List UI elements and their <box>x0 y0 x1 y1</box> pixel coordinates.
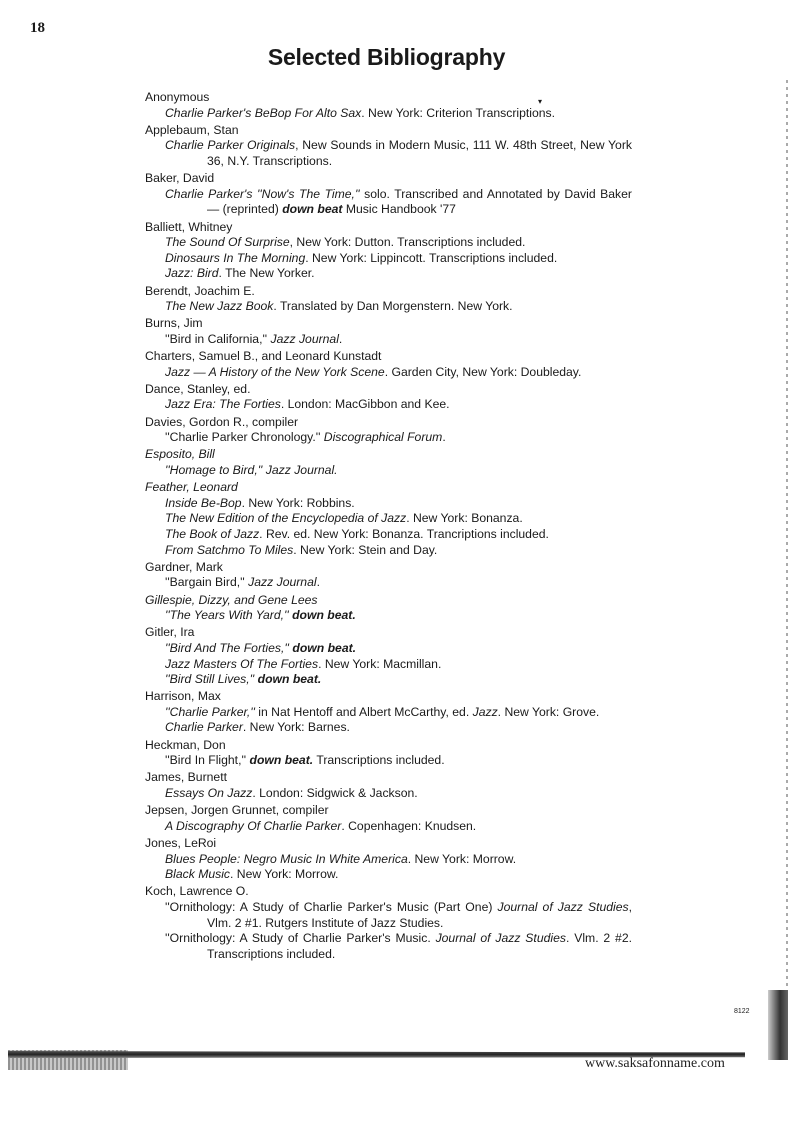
bib-work-segment: . New York: Grove. <box>497 704 600 719</box>
bib-work <box>145 496 632 512</box>
bib-work-segment: , New Sounds in Modern Music, 111 W. 48th Street, New York 36, N.Y. Transcriptions. <box>207 138 632 168</box>
bib-work-segment: The Sound Of Surprise <box>165 235 290 250</box>
bib-work-segment: ''Ornithology: A Study of Charlie Parker's Music. <box>165 931 436 946</box>
bib-entry <box>145 480 632 558</box>
bib-work <box>145 819 632 835</box>
bib-work-segment: ''Ornithology: A Study of Charlie Parker's Music (Part One) <box>165 899 498 914</box>
bib-work-segment: Essays On Jazz <box>165 786 253 801</box>
bib-work <box>145 786 632 802</box>
bib-author: Baker, David <box>145 171 215 186</box>
bib-entry <box>145 171 632 218</box>
bib-entry <box>145 220 632 282</box>
bib-work-segment: ''Bird And The Forties,'' <box>165 640 293 655</box>
bib-work-segment: ''Charlie Parker Chronology.'' <box>165 430 324 445</box>
bib-work-segment: in Nat Hentoff and Albert McCarthy, ed. <box>254 704 473 719</box>
bib-work-segment: . Translated by Dan Morgenstern. New York. <box>273 299 513 314</box>
bib-work-segment: . London: MacGibbon and Kee. <box>280 397 450 412</box>
bib-work-segment: down beat. <box>257 672 322 687</box>
bib-author: Koch, Lawrence O. <box>145 884 249 899</box>
bib-work-segment: . New York: Morrow. <box>230 867 339 882</box>
bib-work-segment: ''Bargain Bird,'' <box>165 575 249 590</box>
bib-entry <box>145 625 632 687</box>
bib-work <box>145 641 632 657</box>
bib-author: Gillespie, Dizzy, and Gene Lees <box>145 592 318 607</box>
bib-work-segment: Jazz Journal <box>248 575 317 590</box>
stray-mark: ▾ <box>538 97 543 106</box>
bib-work-segment: solo. Transcribed and Annotated by David Baker — (reprinted) <box>207 186 632 217</box>
bib-work <box>145 365 632 381</box>
bib-work-segment: Charlie Parker Originals <box>165 138 296 153</box>
bib-work <box>145 575 632 591</box>
bib-work-segment: Discographical Forum <box>323 430 443 445</box>
bib-entry <box>145 803 632 834</box>
bib-work <box>145 720 632 736</box>
bib-work-segment: . New York: Robbins. <box>241 495 355 510</box>
bib-work-segment: down beat. <box>292 640 357 655</box>
scan-edge-line <box>786 80 788 1000</box>
bibliography-list <box>145 90 632 964</box>
bib-author: Heckman, Don <box>145 737 226 752</box>
bib-author: Berendt, Joachim E. <box>145 283 255 298</box>
bib-work <box>145 430 632 446</box>
bib-work-segment: The New Edition of the Encyclopedia of Jazz <box>165 511 407 526</box>
bib-work-segment: . Rev. ed. New York: Bonanza. Trancriptions included. <box>259 526 549 541</box>
bib-entry <box>145 284 632 315</box>
bib-work <box>145 527 632 543</box>
bib-work <box>145 235 632 251</box>
bib-author: Davies, Gordon R., compiler <box>145 414 299 429</box>
bib-work-segment: Charlie Parker's BeBop For Alto Sax <box>165 105 362 120</box>
bib-work-segment: Journal of Jazz Studies <box>435 931 566 946</box>
bib-work-segment: . New York: Bonanza. <box>406 511 523 526</box>
bib-author: Jepsen, Jorgen Grunnet, compiler <box>145 803 329 818</box>
bib-work-segment: . <box>338 331 343 346</box>
bib-work-segment: down beat. <box>249 753 314 768</box>
bib-work-segment: Charlie Parker's ''Now's The Time,'' <box>165 186 360 201</box>
bib-work-segment: . New York: Criterion Transcriptions. <box>361 105 555 120</box>
bib-work-segment: A Discography Of Charlie Parker <box>165 818 342 833</box>
bib-author: Harrison, Max <box>145 689 221 704</box>
bib-work <box>145 332 632 348</box>
bib-work <box>145 900 632 931</box>
bib-work-segment: Jazz — A History of the New York Scene <box>165 364 385 379</box>
bib-work-segment: From Satchmo To Miles <box>165 542 294 557</box>
bib-entry <box>145 447 632 478</box>
bib-work-segment: ''Homage to Bird,'' Jazz Journal. <box>165 463 338 477</box>
bib-work <box>145 672 632 688</box>
bib-work-segment: Jazz: Bird <box>165 266 219 281</box>
bib-work-segment: . New York: Morrow. <box>407 851 517 866</box>
bib-work-segment: Journal of Jazz Studies <box>497 899 629 914</box>
bib-work-segment: The Book of Jazz <box>165 526 260 541</box>
bib-work-segment: . London: Sidgwick & Jackson. <box>252 786 418 801</box>
bib-work-segment: . The New Yorker. <box>218 266 315 281</box>
bib-author: Jones, LeRoi <box>145 836 217 850</box>
bib-work-segment: ''The Years With Yard,'' <box>165 608 293 623</box>
scan-edge-shadow <box>768 990 788 1060</box>
bib-work-segment: . New York: Macmillan. <box>318 656 442 671</box>
bib-author: Esposito, Bill <box>145 447 215 462</box>
bib-work-segment: ''Charlie Parker,'' <box>165 704 255 719</box>
bib-entry <box>145 560 632 591</box>
bib-work-segment: down beat <box>282 202 343 217</box>
website-watermark: www.saksafonname.com <box>585 1056 725 1071</box>
bib-work <box>145 266 632 282</box>
bib-work-segment: Black Music <box>165 867 231 882</box>
bib-work <box>145 543 632 559</box>
bib-work-segment: . New York: Lippincott. Transcriptions included. <box>305 250 558 265</box>
bib-work-segment: . Copenhagen: Knudsen. <box>341 818 477 833</box>
bib-work-segment: Charlie Parker <box>165 720 243 735</box>
bib-work-segment: Transcriptions included. <box>313 753 445 768</box>
bib-work-segment: Jazz Era: The Forties <box>165 397 281 412</box>
bib-work-segment: The New Jazz Book <box>165 299 274 314</box>
bib-work-segment: Jazz <box>472 704 498 719</box>
bib-work <box>145 705 632 721</box>
bib-work-segment: . <box>316 575 320 590</box>
bib-entry <box>145 593 632 624</box>
bib-entry <box>145 316 632 347</box>
bib-work <box>145 106 632 122</box>
bib-work-segment: Jazz Masters Of The Forties <box>165 656 319 671</box>
bib-work-segment: . New York: Stein and Day. <box>293 542 438 557</box>
bib-author: James, Burnett <box>145 770 227 785</box>
bib-work <box>145 463 632 479</box>
bib-author: Gardner, Mark <box>145 559 223 574</box>
bib-work <box>145 299 632 315</box>
bib-work <box>145 397 632 413</box>
bib-work-segment: Jazz Journal <box>270 331 339 346</box>
bib-entry <box>145 836 632 883</box>
bib-entry <box>145 884 632 962</box>
bib-work <box>145 852 632 868</box>
bib-entry <box>145 349 632 380</box>
bib-work <box>145 657 632 673</box>
bib-author: Applebaum, Stan <box>145 122 239 137</box>
bib-work-segment: Music Handbook '77 <box>342 202 456 217</box>
bib-author: Balliett, Whitney <box>145 219 233 234</box>
bib-work <box>145 931 632 962</box>
bib-work <box>145 251 632 267</box>
bib-work-segment: . New York: Barnes. <box>242 720 350 735</box>
bib-work-segment: Dinosaurs In The Morning <box>165 250 306 265</box>
bib-work-segment: . Garden City, New York: Doubleday. <box>384 364 582 379</box>
bib-entry <box>145 123 632 170</box>
bib-work-segment: down beat. <box>292 608 356 623</box>
bib-author: Burns, Jim <box>145 316 203 331</box>
page-title: Selected Bibliography <box>267 44 506 70</box>
bib-work <box>145 867 632 883</box>
bib-entry <box>145 738 632 769</box>
bib-work-segment: Blues People: Negro Music In White America <box>165 851 408 866</box>
page-number: 18 <box>30 20 45 36</box>
bib-entry <box>145 90 632 121</box>
bib-work-segment: Inside Be-Bop <box>165 495 242 510</box>
bib-entry <box>145 689 632 736</box>
bib-author: Dance, Stanley, ed. <box>145 381 251 396</box>
bib-work-segment: ''Bird In Flight,'' <box>165 753 250 768</box>
bib-work <box>145 753 632 769</box>
bib-author: Feather, Leonard <box>145 480 238 495</box>
bib-entry <box>145 382 632 413</box>
bib-work <box>145 608 632 624</box>
bib-entry <box>145 415 632 446</box>
bib-work-segment: . <box>442 430 446 445</box>
bib-author: Charters, Samuel B., and Leonard Kunstadt <box>145 349 382 364</box>
bib-work <box>145 511 632 527</box>
bib-work-segment: ''Bird Still Lives,'' <box>165 672 258 687</box>
print-code: 8122 <box>734 1008 750 1015</box>
bib-work-segment: . Vlm. 2 #2. Transcriptions included. <box>207 931 632 961</box>
bib-work-segment: , New York: Dutton. Transcriptions included. <box>289 235 526 250</box>
bib-author: Gitler, Ira <box>145 625 195 640</box>
bib-entry <box>145 770 632 801</box>
bib-work-segment: , Vlm. 2 #1. Rutgers Institute of Jazz Studies. <box>207 899 632 930</box>
bib-work <box>145 138 632 169</box>
bib-author: Anonymous <box>145 90 210 104</box>
bib-work <box>145 187 632 218</box>
bib-work-segment: ''Bird in California,'' <box>165 331 271 346</box>
